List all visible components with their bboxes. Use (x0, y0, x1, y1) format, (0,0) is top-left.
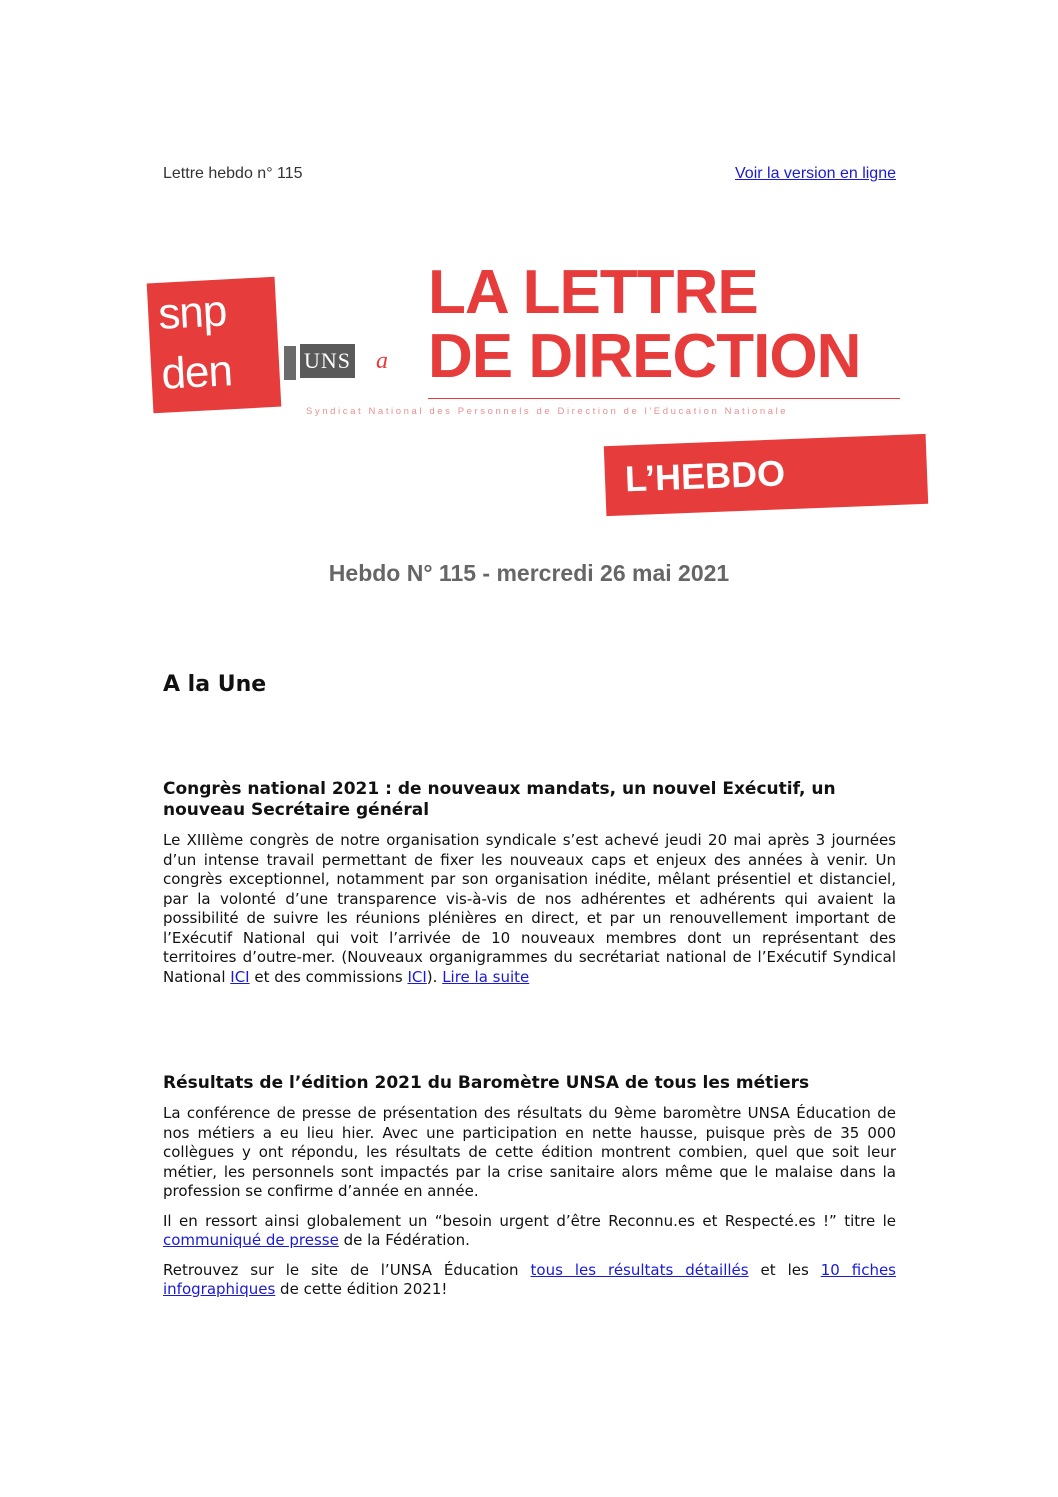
top-bar (163, 165, 896, 189)
section-title: A la Une (163, 672, 267, 697)
article-barometre (163, 1073, 896, 1310)
paragraph-text: de la Fédération. (338, 1231, 470, 1249)
organigramme-ici-link[interactable]: ICI (230, 967, 250, 986)
issue-label: Lettre hebdo n° 115 (163, 165, 303, 182)
unsa-logo-text: UNS (300, 344, 355, 378)
article-paragraph (163, 831, 896, 987)
infographics-link[interactable]: 10 fiches infographiques (163, 1260, 897, 1298)
unsa-logo-bar (284, 346, 296, 380)
paragraph-text: ). (426, 967, 443, 986)
masthead-title-line2: DE DIRECTION (428, 322, 861, 391)
masthead-divider (428, 398, 900, 399)
article-title: Résultats de l’édition 2021 du Baromètre UNSA de tous les métiers (163, 1073, 810, 1093)
article-paragraph (163, 1261, 896, 1300)
article-congres (163, 779, 896, 997)
logo-line-den: den (160, 346, 234, 399)
masthead-tagline: Syndicat National des Personnels de Direction de l'Education Nationale (306, 406, 789, 417)
logo-line-snp: snp (157, 286, 228, 339)
paragraph-text: de cette édition 2021! (275, 1280, 448, 1298)
paragraph-text: et les (748, 1260, 821, 1279)
unsa-logo-a: a (376, 348, 388, 374)
snpden-logo (147, 277, 282, 414)
detailed-results-link[interactable]: tous les résultats détaillés (530, 1260, 749, 1279)
issue-title: Hebdo N° 115 - mercredi 26 mai 2021 (328, 560, 730, 586)
hebdo-badge-label: L’HEBDO (624, 452, 786, 500)
article-paragraph (163, 1212, 896, 1251)
masthead (150, 258, 910, 522)
read-more-link[interactable]: Lire la suite (442, 967, 530, 986)
paragraph-text: et des commissions (249, 967, 408, 986)
view-online-link[interactable]: Voir la version en ligne (735, 165, 896, 182)
masthead-title-line1: LA LETTRE (428, 258, 758, 327)
press-release-link[interactable]: communiqué de presse (163, 1231, 339, 1249)
commissions-ici-link[interactable]: ICI (407, 967, 427, 986)
paragraph-text: Il en ressort ainsi globalement un “besoin urgent d’être Reconnu.es et Respecté.es !” titre le (163, 1211, 896, 1230)
unsa-logo (284, 338, 396, 382)
paragraph-text: Le XIIIème congrès de notre organisation syndicale s’est achevé jeudi 20 mai après 3 journées d’un intense travail permettant de fixer les nouveaux caps et enjeux des années à venir. Un congrès exceptionnel, notamment par son organisation inédite, mêlant présentiel et distanciel, par la volonté d’une transparence vis-à-vis de nos adhérentes et adhérents qui avaient la possibilité de suivre les réunions plénières en direct, et par un renouvellement important de l’Exécutif National qui voit l’arrivée de 10 nouveaux membres dont un représentant des territoires d’outre-mer. (Nouveaux organigrammes du secrétariat national de l’Exécutif Syndical National (163, 831, 896, 986)
paragraph-text: Retrouvez sur le site de l’UNSA Éducation (163, 1260, 531, 1279)
hebdo-badge (604, 434, 928, 516)
article-title: Congrès national 2021 : de nouveaux mandats, un nouvel Exécutif, un nouveau Secrétaire général (163, 779, 836, 820)
article-paragraph: La conférence de presse de présentation des résultats du 9ème baromètre UNSA Éducation de nos métiers a eu lieu hier. Avec une participation en nette hausse, puisque près de 35 000 collègues y ont répondu, les résultats de cette édition montrent combien, quel que soit leur métier, les personnels sont impactés par la crise sanitaire alors même que le malaise dans la profession se confirme d’année en année. (163, 1104, 896, 1200)
